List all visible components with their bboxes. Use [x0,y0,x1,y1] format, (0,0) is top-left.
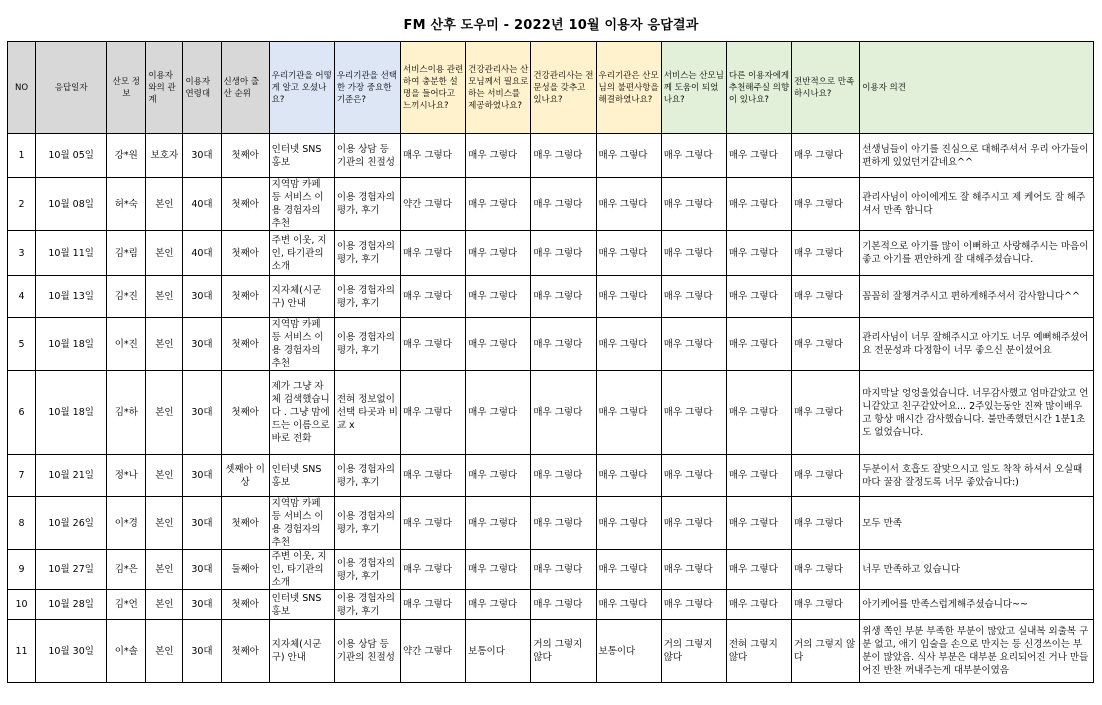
table-cell: 기본적으로 아기를 많이 이뻐하고 사랑해주시는 마음이 좋고 아기를 편안하게 잘 대해주셨습니다. [860,231,1094,276]
table-cell: 매우 그렇다 [531,318,596,371]
table-cell: 매우 그렇다 [596,318,661,371]
table-cell: 매우 그렇다 [661,371,726,455]
table-cell: 매우 그렇다 [466,231,531,276]
table-cell: 둘째아 [221,550,269,590]
table-cell: 매우 그렇다 [792,590,860,620]
table-cell: 보호자 [146,134,183,178]
table-cell: 강*원 [107,134,146,178]
table-cell: 10월 18일 [36,371,107,455]
header-cell: 건강관리사는 전문성을 갖추고 있나요? [531,42,596,134]
table-cell: 매우 그렇다 [726,497,791,550]
table-cell: 이용 상담 등 기관의 친절성 [334,134,400,178]
table-cell: 40대 [183,178,221,231]
table-cell: 매우 그렇다 [531,497,596,550]
table-cell: 첫째아 [221,590,269,620]
table-cell: 매우 그렇다 [466,134,531,178]
table-cell: 10월 28일 [36,590,107,620]
table-cell: 첫째아 [221,231,269,276]
table-cell: 30대 [183,134,221,178]
table-cell: 매우 그렇다 [726,134,791,178]
table-cell: 매우 그렇다 [531,455,596,497]
table-cell: 정*나 [107,455,146,497]
table-cell: 지역맘 카페 등 서비스 이용 경험자의 추천 [269,178,334,231]
table-cell: 김*하 [107,371,146,455]
table-cell: 매우 그렇다 [661,318,726,371]
header-cell: 응답일자 [36,42,107,134]
table-cell: 너무 만족하고 있습니다 [860,550,1094,590]
table-cell: 매우 그렇다 [596,276,661,318]
table-cell: 매우 그렇다 [726,231,791,276]
table-row [8,455,1094,497]
table-row [8,371,1094,455]
table-cell: 10월 18일 [36,318,107,371]
header-cell: 이용자 의견 [860,42,1094,134]
table-cell: 매우 그렇다 [726,455,791,497]
table-cell: 약간 그렇다 [401,178,466,231]
table-cell: 매우 그렇다 [596,134,661,178]
table-cell: 30대 [183,497,221,550]
table-cell: 매우 그렇다 [401,497,466,550]
table-cell: 매우 그렇다 [596,455,661,497]
table-cell: 매우 그렇다 [792,371,860,455]
table-cell: 매우 그렇다 [792,497,860,550]
table-cell: 매우 그렇다 [661,134,726,178]
table-cell: 첫째아 [221,497,269,550]
table-cell: 매우 그렇다 [792,178,860,231]
table-cell: 30대 [183,550,221,590]
table-cell: 매우 그렇다 [401,550,466,590]
table-cell: 약간 그렇다 [401,620,466,683]
table-cell: 지역맘 카페 등 서비스 이용 경험자의 추천 [269,318,334,371]
table-cell: 10월 08일 [36,178,107,231]
table-cell: 선생님들이 아기를 진심으로 대해주셔서 우리 아가들이 편하게 있었던거같네요^^ [860,134,1094,178]
table-cell: 이용 경험자의 평가, 후기 [334,590,400,620]
table-cell: 매우 그렇다 [596,371,661,455]
table-cell: 마지막날 엉엉울었습니다. 너무감사했고 엄마같았고 언니같았고 친구같았어요... 2주있는동안 진짜 많이배우고 항상 매시간 감사했습니다. 불만족했던시간 1분1초도 없었습니다. [860,371,1094,455]
table-cell: 본인 [146,455,183,497]
table-cell: 꼼꼼히 잘챙겨주시고 편하게해주셔서 감사합니다^^ [860,276,1094,318]
table-cell: 매우 그렇다 [531,134,596,178]
table-cell: 매우 그렇다 [596,497,661,550]
table-cell: 매우 그렇다 [661,276,726,318]
table-cell: 주변 이웃, 지인, 타기관의 소개 [269,550,334,590]
table-cell: 매우 그렇다 [401,276,466,318]
table-cell: 매우 그렇다 [792,231,860,276]
table-cell: 본인 [146,178,183,231]
table-cell: 주변 이웃, 지인, 타기관의 소개 [269,231,334,276]
table-cell: 허*숙 [107,178,146,231]
table-cell: 4 [8,276,36,318]
table-cell: 김*진 [107,276,146,318]
table-cell: 제가 그냥 자체 검색했습니다 . 그냥 맘에드는 이름으로 바로 전화 [269,371,334,455]
table-cell: 지역맘 카페 등 서비스 이용 경험자의 추천 [269,497,334,550]
table-cell: 매우 그렇다 [596,231,661,276]
table-cell: 3 [8,231,36,276]
table-cell: 40대 [183,231,221,276]
table-row [8,590,1094,620]
table-cell: 매우 그렇다 [726,178,791,231]
table-cell: 매우 그렇다 [661,178,726,231]
table-cell: 10월 05일 [36,134,107,178]
table-cell: 매우 그렇다 [466,178,531,231]
table-cell: 8 [8,497,36,550]
table-row [8,318,1094,371]
header-cell: 신생아 출산 순위 [221,42,269,134]
header-cell: 건강관리사는 산모님께서 필요로 하는 서비스를 제공하였나요? [466,42,531,134]
table-cell: 매우 그렇다 [531,276,596,318]
table-row [8,497,1094,550]
table-cell: 인터넷 SNS 홍보 [269,134,334,178]
table-cell: 매우 그렇다 [531,231,596,276]
table-cell: 김*림 [107,231,146,276]
table-cell: 거의 그렇지 않다 [531,620,596,683]
table-cell: 매우 그렇다 [466,371,531,455]
table-cell: 매우 그렇다 [726,590,791,620]
table-cell: 첫째아 [221,371,269,455]
table-cell: 30대 [183,455,221,497]
table-cell: 매우 그렇다 [466,276,531,318]
header-cell: 서비스는 산모님께 도움이 되었나요? [661,42,726,134]
table-cell: 매우 그렇다 [401,371,466,455]
table-row [8,178,1094,231]
table-cell: 매우 그렇다 [661,455,726,497]
table-cell: 6 [8,371,36,455]
header-cell: 이용자와의 관계 [146,42,183,134]
table-cell: 매우 그렇다 [596,178,661,231]
table-cell: 2 [8,178,36,231]
table-cell: 9 [8,550,36,590]
table-cell: 아기케어를 만족스럽게해주셨습니다~~ [860,590,1094,620]
table-row [8,276,1094,318]
table-cell: 매우 그렇다 [466,318,531,371]
table-cell: 매우 그렇다 [661,550,726,590]
table-cell: 30대 [183,318,221,371]
table-row [8,620,1094,683]
table-cell: 매우 그렇다 [401,590,466,620]
table-cell: 30대 [183,590,221,620]
table-cell: 첫째아 [221,318,269,371]
table-cell: 매우 그렇다 [596,590,661,620]
table-row [8,550,1094,590]
table-cell: 위생 쪽인 부분 부족한 부분이 많았고 실내복 외출복 구분 없고, 애기 입술을 손으로 만지는 등 신경쓰이는 부분이 많았음. 식사 부분은 대부분 요리되어진 거나 만들어진 반찬 꺼내주는게 대부분이였음 [860,620,1094,683]
table-cell: 거의 그렇지 않다 [661,620,726,683]
table-cell: 본인 [146,371,183,455]
table-cell: 7 [8,455,36,497]
table-cell: 매우 그렇다 [661,590,726,620]
table-cell: 매우 그렇다 [401,231,466,276]
table-cell: 이용 경험자의 평가, 후기 [334,276,400,318]
table-cell: 11 [8,620,36,683]
table-cell: 이*진 [107,318,146,371]
header-row [8,42,1094,134]
table-cell: 매우 그렇다 [792,134,860,178]
table-cell: 10월 21일 [36,455,107,497]
table-cell: 매우 그렇다 [726,318,791,371]
table-cell: 모두 만족 [860,497,1094,550]
table-cell: 매우 그렇다 [792,455,860,497]
table-row [8,134,1094,178]
table-cell: 매우 그렇다 [726,550,791,590]
table-cell: 매우 그렇다 [531,178,596,231]
table-cell: 이용 경험자의 평가, 후기 [334,231,400,276]
table-cell: 첫째아 [221,276,269,318]
table-cell: 30대 [183,371,221,455]
header-cell: 이용자 연령대 [183,42,221,134]
page-title: FM 산후 도우미 - 2022년 10월 이용자 응답결과 [403,18,699,33]
header-cell: 우리기관을 선택한 가장 중요한 기준은? [334,42,400,134]
table-cell: 이*경 [107,497,146,550]
table-cell: 첫째아 [221,178,269,231]
table-cell: 김*언 [107,590,146,620]
table-cell: 10월 11일 [36,231,107,276]
table-cell: 인터넷 SNS 홍보 [269,590,334,620]
table-cell: 본인 [146,276,183,318]
table-cell: 매우 그렇다 [466,590,531,620]
table-cell: 보통이다 [466,620,531,683]
table-cell: 이용 경험자의 평가, 후기 [334,178,400,231]
table-cell: 김*은 [107,550,146,590]
table-cell: 매우 그렇다 [401,318,466,371]
table-cell: 첫째아 [221,134,269,178]
table-cell: 10 [8,590,36,620]
table-cell: 관리사님이 너무 잘해주시고 아기도 너무 예뻐해주셨어요 전문성과 다정함이 너무 좋으신 분이셨어요 [860,318,1094,371]
table-row [8,231,1094,276]
table-cell: 매우 그렇다 [661,497,726,550]
table-cell: 관리사님이 아이에게도 잘 해주시고 제 케어도 잘 해주셔서 만족 합니다 [860,178,1094,231]
header-cell: 우리기관을 어떻게 알고 오셨나요? [269,42,334,134]
table-cell: 셋째아 이상 [221,455,269,497]
table-cell: 매우 그렇다 [661,231,726,276]
table-cell: 매우 그렇다 [596,550,661,590]
table-cell: 매우 그렇다 [792,276,860,318]
table-cell: 매우 그렇다 [401,134,466,178]
table-cell: 매우 그렇다 [792,318,860,371]
table-cell: 전혀 정보없이 선택 타곳과 비교 x [334,371,400,455]
table-cell: 매우 그렇다 [466,497,531,550]
table-cell: 이용 경험자의 평가, 후기 [334,550,400,590]
table-cell: 1 [8,134,36,178]
table-cell: 매우 그렇다 [466,550,531,590]
header-cell: 산모 정보 [107,42,146,134]
table-cell: 전혀 그렇지 않다 [726,620,791,683]
table-cell: 10월 13일 [36,276,107,318]
table-cell: 매우 그렇다 [792,550,860,590]
table-cell: 이용 상담 등 기관의 친절성 [334,620,400,683]
table-cell: 두분이서 호흡도 잘맞으시고 일도 착착 하셔서 오실때마다 꿀잠 잘정도록 너무 좋았습니다:) [860,455,1094,497]
table-cell: 매우 그렇다 [726,371,791,455]
table-cell: 이용 경험자의 평가, 후기 [334,318,400,371]
table-cell: 매우 그렇다 [531,590,596,620]
table-cell: 인터넷 SNS 홍보 [269,455,334,497]
table-cell: 매우 그렇다 [401,455,466,497]
table-cell: 보통이다 [596,620,661,683]
table-cell: 매우 그렇다 [726,276,791,318]
header-cell: NO [8,42,36,134]
table-cell: 이*솔 [107,620,146,683]
table-cell: 본인 [146,318,183,371]
header-cell: 전반적으로 만족하시나요? [792,42,860,134]
header-cell: 서비스이용 관련하여 충분한 설명을 들어다고 느끼시나요? [401,42,466,134]
table-cell: 본인 [146,497,183,550]
header-cell: 우리기관은 산모님의 불편사항을 해결하였나요? [596,42,661,134]
header-cell: 다른 이용자에게 추천해주실 의향이 있나요? [726,42,791,134]
table-cell: 10월 30일 [36,620,107,683]
table-cell: 30대 [183,620,221,683]
table-cell: 본인 [146,231,183,276]
table-cell: 첫째아 [221,620,269,683]
table-cell: 30대 [183,276,221,318]
table-cell: 5 [8,318,36,371]
table-cell: 매우 그렇다 [531,550,596,590]
table-cell: 이용 경험자의 평가, 후기 [334,455,400,497]
table-cell: 10월 26일 [36,497,107,550]
table-cell: 매우 그렇다 [531,371,596,455]
table-cell: 본인 [146,550,183,590]
table-cell: 이용 경험자의 평가, 후기 [334,497,400,550]
table-cell: 10월 27일 [36,550,107,590]
table-cell: 지자체(시군구) 안내 [269,276,334,318]
table-cell: 지자체(시군구) 안내 [269,620,334,683]
table-cell: 본인 [146,590,183,620]
table-cell: 본인 [146,620,183,683]
survey-results-table [7,41,1094,683]
table-cell: 매우 그렇다 [466,455,531,497]
table-cell: 거의 그렇지 않다 [792,620,860,683]
